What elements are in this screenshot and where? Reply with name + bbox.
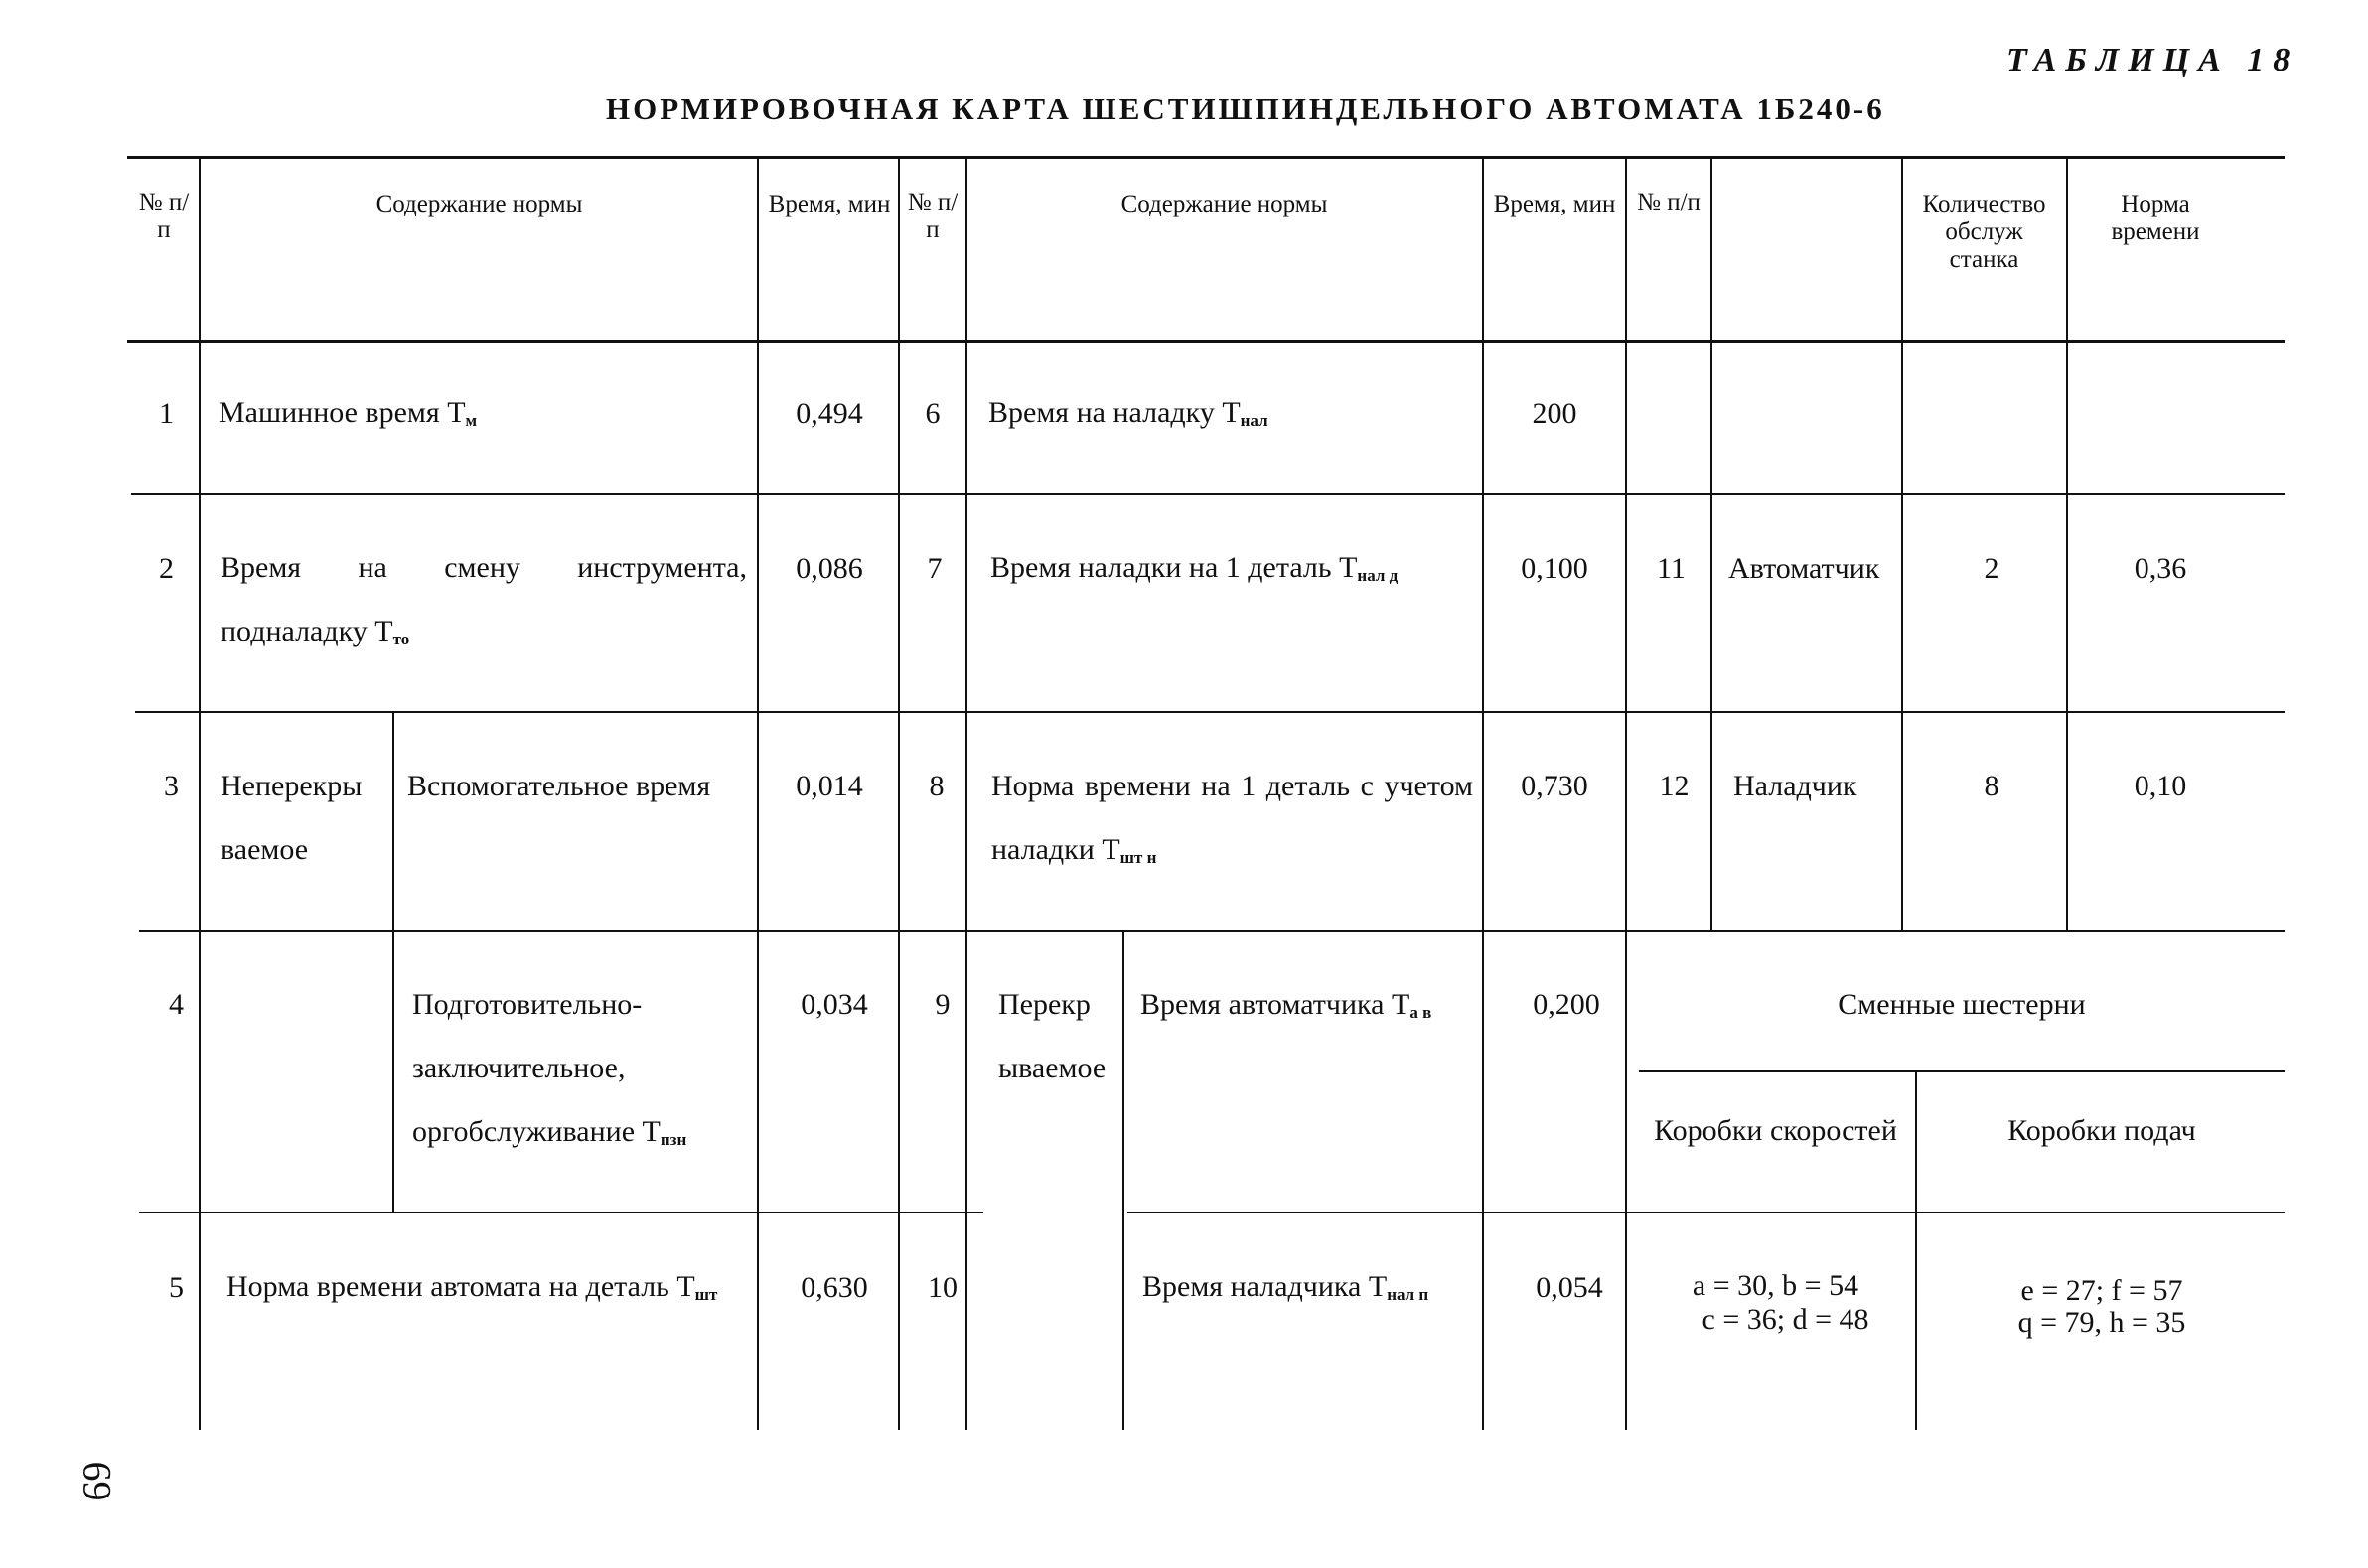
row3-time: 0,014 [796, 770, 863, 802]
table-number: ТАБЛИЦА 18 [2006, 42, 2299, 78]
row11-count: 2 [1984, 552, 1999, 585]
row4-time: 0,034 [801, 988, 868, 1021]
row7-no: 7 [927, 552, 943, 585]
row8-time: 0,730 [1521, 770, 1588, 802]
row4-text: Подготовительно-заключительное, оргобслуживание $Т_{пзн}$ [412, 988, 687, 1149]
gears-feed-line1: e = 27; f = 57 [2020, 1274, 2183, 1307]
vline-9 [2066, 156, 2068, 930]
header-time: Время, мин [768, 191, 891, 217]
header-time2: Время, мин [1493, 191, 1616, 217]
row12-worker: Наладчик [1733, 770, 1857, 802]
rule-top [127, 156, 2285, 159]
vline-12 [1915, 1070, 1917, 1430]
header-num: № п/п [138, 189, 190, 243]
vline-8 [1901, 156, 1903, 930]
row5-no: 5 [169, 1271, 184, 1304]
row9-time: 0,200 [1533, 988, 1600, 1021]
page-title: НОРМИРОВОЧНАЯ КАРТА ШЕСТИШПИНДЕЛЬНОГО АВТОМАТА 1Б240-6 [606, 91, 1885, 126]
vline-5 [1482, 156, 1484, 1430]
row12-count: 8 [1984, 770, 1999, 802]
row11-norm: 0,36 [2134, 552, 2187, 585]
row12-norm: 0,10 [2134, 770, 2187, 802]
row4-no: 4 [169, 988, 184, 1021]
row12-no: 12 [1659, 770, 1690, 802]
vline-1 [199, 156, 201, 1430]
row8-no: 8 [929, 770, 945, 802]
rule-row4 [139, 1212, 983, 1213]
row10-no: 10 [928, 1271, 958, 1304]
row6-no: 6 [925, 397, 941, 430]
rule-row4-right [1127, 1212, 2285, 1213]
row2-time: 0,086 [796, 552, 863, 585]
row3-group: Неперекрываемое [221, 770, 363, 866]
row7-time: 0,100 [1521, 552, 1588, 585]
row1-no: 1 [159, 397, 174, 430]
row10-text: Время наладчика $Т_{нал п}$ [1142, 1270, 1429, 1304]
header-content: Содержание нормы [375, 191, 583, 217]
gears-feed-line2: q = 79, h = 35 [2017, 1306, 2186, 1339]
vline-2 [757, 156, 759, 1430]
row5-text: Норма времени автомата на деталь $Т_{шт}$ [226, 1270, 718, 1304]
row7-text: Время наладки на 1 деталь $Т_{нал д}$ [990, 551, 1399, 585]
row3-text: Вспомогательное время [407, 770, 711, 802]
row9-no: 9 [935, 988, 951, 1021]
rule-header-bottom [127, 340, 2285, 343]
row9-text: Время автоматчика $Т_{а в}$ [1140, 988, 1432, 1022]
row8-text: Норма времени на 1 деталь с учетом наладки $Т_{шт н}$ [991, 770, 1473, 867]
rule-row3-left [139, 930, 397, 932]
header-content2: Содержание нормы [1120, 191, 1328, 217]
page-number: 69 [74, 1461, 120, 1501]
header-machines-count: Количество обслуж станка [1922, 191, 2046, 273]
row2-text: Время на смену инструмента, подналадку $Т_{то}$ [221, 551, 747, 648]
rule-row1 [131, 493, 2285, 495]
gears-speed-box: Коробки скоростей [1654, 1114, 1897, 1147]
row9-group: Перекрываемое [998, 988, 1107, 1084]
row2-no: 2 [159, 552, 174, 585]
row6-text: Время на наладку $Т_{нал}$ [988, 396, 1268, 430]
gears-speed-line2: c = 36; d = 48 [1702, 1303, 1869, 1336]
gears-feed-box: Коробки подач [2007, 1114, 2196, 1147]
row3-no: 3 [164, 770, 179, 802]
rule-row2 [135, 711, 2285, 713]
header-num3: № п/п [1637, 189, 1701, 215]
row1-time: 0,494 [796, 397, 863, 430]
row10-time: 0,054 [1536, 1271, 1603, 1304]
row1-text: Машинное время $Т_м$ [219, 396, 478, 430]
row11-worker: Автоматчик [1728, 552, 1880, 585]
row11-no: 11 [1657, 552, 1686, 585]
vline-7 [1710, 156, 1712, 930]
vline-10 [392, 711, 394, 1212]
vline-11 [1122, 930, 1124, 1430]
rule-row3-right [392, 930, 2285, 932]
header-num2: № п/п [907, 189, 959, 243]
vline-6 [1625, 156, 1627, 1430]
row5-time: 0,630 [801, 1271, 868, 1304]
header-norm-time: Норма времени [2111, 191, 2200, 245]
row6-time: 200 [1532, 397, 1577, 430]
rule-gears [1639, 1070, 2285, 1072]
gears-title: Сменные шестерни [1838, 988, 2086, 1021]
vline-3 [898, 156, 900, 1430]
gears-speed-line1: a = 30, b = 54 [1692, 1269, 1859, 1302]
